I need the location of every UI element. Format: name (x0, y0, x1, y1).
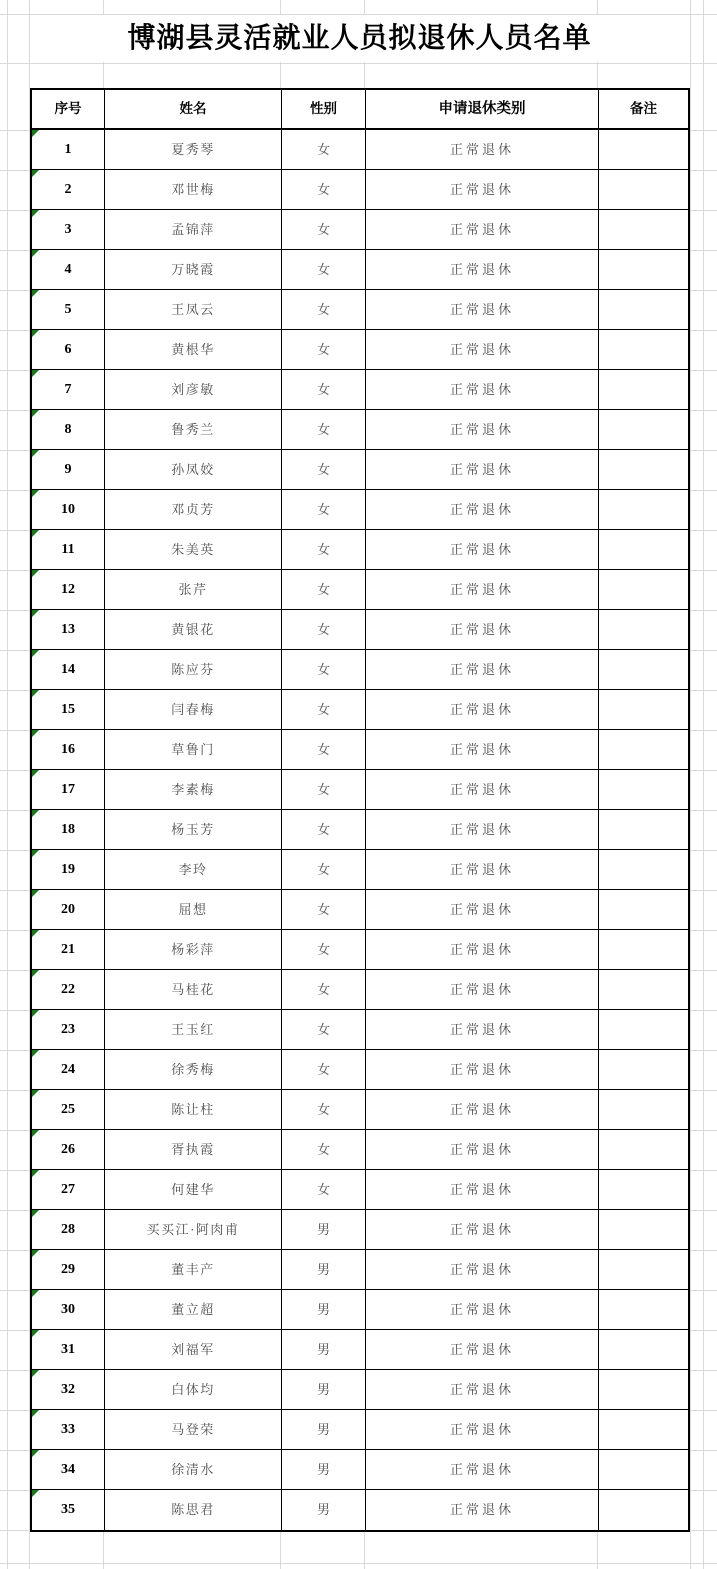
table-row (32, 330, 688, 370)
retirement-type-cell[interactable]: 正常退休 (366, 690, 599, 730)
name-cell[interactable]: 陈让柱 (105, 1090, 282, 1130)
gender-cell[interactable]: 女 (282, 930, 366, 970)
cell-error-flag-icon (32, 810, 39, 817)
name-cell[interactable]: 邓世梅 (105, 170, 282, 210)
gridline-row-marks-right (691, 130, 717, 1532)
serial-number: 33 (61, 1422, 75, 1437)
gender-cell[interactable]: 女 (282, 410, 366, 450)
table-row (32, 490, 688, 530)
note-cell[interactable] (599, 650, 688, 690)
retirement-type-cell[interactable]: 正常退休 (366, 450, 599, 490)
note-cell[interactable] (599, 1130, 688, 1170)
name-cell[interactable]: 李玲 (105, 850, 282, 890)
note-cell[interactable] (599, 1450, 688, 1490)
serial-number: 9 (64, 462, 72, 477)
name-cell[interactable]: 刘彦敏 (105, 370, 282, 410)
serial-number-cell[interactable] (32, 1370, 105, 1410)
table-row (32, 1410, 688, 1450)
name-cell[interactable]: 徐秀梅 (105, 1050, 282, 1090)
cell-error-flag-icon (32, 170, 39, 177)
serial-number: 28 (61, 1222, 75, 1237)
serial-number: 24 (61, 1062, 75, 1077)
table-row (32, 130, 688, 170)
serial-number: 22 (61, 982, 75, 997)
cell-error-flag-icon (32, 690, 39, 697)
note-cell[interactable] (599, 330, 688, 370)
serial-number-cell[interactable] (32, 370, 105, 410)
retirement-type-cell[interactable]: 正常退休 (366, 890, 599, 930)
name-cell[interactable]: 朱美英 (105, 530, 282, 570)
serial-number-cell[interactable] (32, 1450, 105, 1490)
gender-cell[interactable]: 女 (282, 970, 366, 1010)
serial-number-cell[interactable] (32, 970, 105, 1010)
serial-number-cell[interactable] (32, 1330, 105, 1370)
serial-number-cell[interactable] (32, 1090, 105, 1130)
retirement-type-cell[interactable]: 正常退休 (366, 530, 599, 570)
name-cell[interactable]: 陈应芬 (105, 650, 282, 690)
note-cell[interactable] (599, 850, 688, 890)
name-cell[interactable]: 孟锦萍 (105, 210, 282, 250)
serial-number: 16 (61, 742, 75, 757)
name-cell[interactable]: 刘福军 (105, 1330, 282, 1370)
serial-number-cell[interactable] (32, 1410, 105, 1450)
note-cell[interactable] (599, 1330, 688, 1370)
retirement-type-cell[interactable]: 正常退休 (366, 730, 599, 770)
serial-number-cell[interactable] (32, 1010, 105, 1050)
name-cell[interactable]: 马桂花 (105, 970, 282, 1010)
gender-cell[interactable]: 男 (282, 1290, 366, 1330)
name-cell[interactable]: 夏秀琴 (105, 130, 282, 170)
retirement-type-cell[interactable]: 正常退休 (366, 210, 599, 250)
table-row (32, 1450, 688, 1490)
table-row (32, 290, 688, 330)
serial-number: 4 (64, 262, 72, 277)
serial-number: 25 (61, 1102, 75, 1117)
cell-error-flag-icon (32, 410, 39, 417)
cell-error-flag-icon (32, 130, 39, 137)
gender-cell[interactable]: 女 (282, 210, 366, 250)
serial-number-cell[interactable] (32, 1290, 105, 1330)
retirement-type-cell[interactable]: 正常退休 (366, 130, 599, 170)
name-cell[interactable]: 闫春梅 (105, 690, 282, 730)
serial-number-cell[interactable] (32, 290, 105, 330)
serial-number-cell[interactable] (32, 410, 105, 450)
cell-error-flag-icon (32, 1410, 39, 1417)
serial-number: 2 (64, 182, 72, 197)
header-cell-type[interactable]: 申请退休类别 (366, 90, 599, 130)
serial-number: 11 (61, 542, 75, 557)
name-cell[interactable]: 王凤云 (105, 290, 282, 330)
serial-number-cell[interactable] (32, 1250, 105, 1290)
table-row (32, 890, 688, 930)
table-row (32, 1130, 688, 1170)
cell-error-flag-icon (32, 1130, 39, 1137)
note-cell[interactable] (599, 1170, 688, 1210)
note-cell[interactable] (599, 1090, 688, 1130)
name-cell[interactable]: 徐清水 (105, 1450, 282, 1490)
serial-number-cell[interactable] (32, 1490, 105, 1530)
cell-error-flag-icon (32, 570, 39, 577)
retirement-type-cell[interactable]: 正常退休 (366, 570, 599, 610)
table-row (32, 1050, 688, 1090)
gridline-row-marks-left (0, 130, 29, 1532)
gender-cell[interactable]: 女 (282, 1010, 366, 1050)
cell-error-flag-icon (32, 250, 39, 257)
note-cell[interactable] (599, 1250, 688, 1290)
retirement-type-cell[interactable]: 正常退休 (366, 1330, 599, 1370)
table-row (32, 1330, 688, 1370)
gridline-horizontal (0, 63, 717, 64)
gender-cell[interactable]: 女 (282, 1130, 366, 1170)
retirement-type-cell[interactable]: 正常退休 (366, 1170, 599, 1210)
serial-number-cell[interactable] (32, 530, 105, 570)
cell-error-flag-icon (32, 1210, 39, 1217)
serial-number: 7 (64, 382, 72, 397)
table-row (32, 810, 688, 850)
table-row (32, 690, 688, 730)
table-row (32, 170, 688, 210)
retirement-type-cell[interactable]: 正常退休 (366, 1370, 599, 1410)
retirement-type-cell[interactable]: 正常退休 (366, 290, 599, 330)
cell-error-flag-icon (32, 530, 39, 537)
name-cell[interactable]: 草鲁门 (105, 730, 282, 770)
note-cell[interactable] (599, 610, 688, 650)
table-body (32, 130, 688, 1530)
serial-number-cell[interactable] (32, 330, 105, 370)
header-cell-name[interactable]: 姓名 (105, 90, 282, 130)
cell-error-flag-icon (32, 370, 39, 377)
serial-number-cell[interactable] (32, 170, 105, 210)
serial-number-cell[interactable] (32, 450, 105, 490)
retirement-type-cell[interactable]: 正常退休 (366, 930, 599, 970)
retirement-type-cell[interactable]: 正常退休 (366, 610, 599, 650)
note-cell[interactable] (599, 810, 688, 850)
cell-error-flag-icon (32, 1290, 39, 1297)
gender-cell[interactable]: 女 (282, 650, 366, 690)
serial-number-cell[interactable] (32, 730, 105, 770)
gender-cell[interactable]: 男 (282, 1370, 366, 1410)
header-cell-no[interactable]: 序号 (32, 90, 105, 130)
serial-number-cell[interactable] (32, 690, 105, 730)
gender-cell[interactable]: 女 (282, 330, 366, 370)
note-cell[interactable] (599, 1010, 688, 1050)
gender-cell[interactable]: 男 (282, 1210, 366, 1250)
cell-error-flag-icon (32, 1330, 39, 1337)
serial-number-cell[interactable] (32, 210, 105, 250)
retirement-type-cell[interactable]: 正常退休 (366, 490, 599, 530)
cell-error-flag-icon (32, 1090, 39, 1097)
cell-error-flag-icon (32, 1370, 39, 1377)
serial-number-cell[interactable] (32, 890, 105, 930)
gender-cell[interactable]: 男 (282, 1410, 366, 1450)
gender-cell[interactable]: 女 (282, 1050, 366, 1090)
retirement-type-cell[interactable]: 正常退休 (366, 330, 599, 370)
table-row (32, 1210, 688, 1250)
serial-number: 32 (61, 1382, 75, 1397)
retirement-type-cell[interactable]: 正常退休 (366, 810, 599, 850)
name-cell[interactable]: 胥执霞 (105, 1130, 282, 1170)
serial-number: 1 (64, 142, 72, 157)
cell-error-flag-icon (32, 890, 39, 897)
table-row (32, 770, 688, 810)
cell-error-flag-icon (32, 290, 39, 297)
note-cell[interactable] (599, 250, 688, 290)
table-row (32, 1170, 688, 1210)
note-cell[interactable] (599, 1410, 688, 1450)
serial-number-cell[interactable] (32, 250, 105, 290)
serial-number: 27 (61, 1182, 75, 1197)
note-cell[interactable] (599, 730, 688, 770)
name-cell[interactable]: 李素梅 (105, 770, 282, 810)
gender-cell[interactable]: 男 (282, 1250, 366, 1290)
gender-cell[interactable]: 女 (282, 290, 366, 330)
cell-error-flag-icon (32, 610, 39, 617)
note-cell[interactable] (599, 1050, 688, 1090)
serial-number: 21 (61, 942, 75, 957)
note-cell[interactable] (599, 1490, 688, 1530)
serial-number-cell[interactable] (32, 1130, 105, 1170)
serial-number-cell[interactable] (32, 850, 105, 890)
name-cell[interactable]: 白体均 (105, 1370, 282, 1410)
gender-cell[interactable]: 女 (282, 810, 366, 850)
table-header-row (32, 90, 688, 130)
note-cell[interactable] (599, 1210, 688, 1250)
table-row (32, 610, 688, 650)
serial-number: 8 (64, 422, 72, 437)
serial-number-cell[interactable] (32, 930, 105, 970)
serial-number: 20 (61, 902, 75, 917)
gender-cell[interactable]: 女 (282, 570, 366, 610)
serial-number: 29 (61, 1262, 75, 1277)
name-cell[interactable]: 屈想 (105, 890, 282, 930)
serial-number-cell[interactable] (32, 570, 105, 610)
cell-error-flag-icon (32, 330, 39, 337)
retirement-type-cell[interactable]: 正常退休 (366, 1130, 599, 1170)
serial-number: 30 (61, 1302, 75, 1317)
note-cell[interactable] (599, 210, 688, 250)
name-cell[interactable]: 陈思君 (105, 1490, 282, 1530)
serial-number: 14 (61, 662, 75, 677)
retirement-type-cell[interactable]: 正常退休 (366, 410, 599, 450)
table-row (32, 250, 688, 290)
retirement-type-cell[interactable]: 正常退休 (366, 1090, 599, 1130)
gender-cell[interactable]: 女 (282, 890, 366, 930)
table-row (32, 730, 688, 770)
name-cell[interactable]: 黄银花 (105, 610, 282, 650)
retirement-type-cell[interactable]: 正常退休 (366, 170, 599, 210)
gender-cell[interactable]: 女 (282, 170, 366, 210)
retirement-type-cell[interactable]: 正常退休 (366, 1490, 599, 1530)
cell-error-flag-icon (32, 650, 39, 657)
cell-error-flag-icon (32, 930, 39, 937)
table-row (32, 370, 688, 410)
serial-number: 10 (61, 502, 75, 517)
gender-cell[interactable]: 女 (282, 130, 366, 170)
note-cell[interactable] (599, 530, 688, 570)
retirement-type-cell[interactable]: 正常退休 (366, 1450, 599, 1490)
retirement-type-cell[interactable]: 正常退休 (366, 1250, 599, 1290)
serial-number-cell[interactable] (32, 810, 105, 850)
gender-cell[interactable]: 女 (282, 690, 366, 730)
table-row (32, 1090, 688, 1130)
cell-error-flag-icon (32, 1010, 39, 1017)
cell-error-flag-icon (32, 450, 39, 457)
note-cell[interactable] (599, 130, 688, 170)
table-row (32, 530, 688, 570)
table-row (32, 1490, 688, 1530)
gender-cell[interactable]: 女 (282, 1170, 366, 1210)
gender-cell[interactable]: 女 (282, 610, 366, 650)
name-cell[interactable]: 黄根华 (105, 330, 282, 370)
gender-cell[interactable]: 女 (282, 850, 366, 890)
header-cell-gender[interactable]: 性别 (282, 90, 366, 130)
gridline-horizontal (0, 1563, 717, 1564)
gender-cell[interactable]: 男 (282, 1330, 366, 1370)
name-cell[interactable]: 杨玉芳 (105, 810, 282, 850)
note-cell[interactable] (599, 170, 688, 210)
serial-number: 15 (61, 702, 75, 717)
table-row (32, 930, 688, 970)
serial-number-cell[interactable] (32, 770, 105, 810)
note-cell[interactable] (599, 1370, 688, 1410)
retirement-type-cell[interactable]: 正常退休 (366, 770, 599, 810)
table-row (32, 570, 688, 610)
retirement-type-cell[interactable]: 正常退休 (366, 1010, 599, 1050)
retirement-type-cell[interactable]: 正常退休 (366, 1050, 599, 1090)
note-cell[interactable] (599, 370, 688, 410)
retirement-type-cell[interactable]: 正常退休 (366, 850, 599, 890)
note-cell[interactable] (599, 930, 688, 970)
retirement-type-cell[interactable]: 正常退休 (366, 1290, 599, 1330)
table-row (32, 450, 688, 490)
retirement-type-cell[interactable]: 正常退休 (366, 370, 599, 410)
retirement-type-cell[interactable]: 正常退休 (366, 970, 599, 1010)
retirement-type-cell[interactable]: 正常退休 (366, 650, 599, 690)
retirement-type-cell[interactable]: 正常退休 (366, 1210, 599, 1250)
gender-cell[interactable]: 男 (282, 1450, 366, 1490)
cell-error-flag-icon (32, 1050, 39, 1057)
gender-cell[interactable]: 女 (282, 370, 366, 410)
serial-number: 18 (61, 822, 75, 837)
cell-error-flag-icon (32, 1250, 39, 1257)
serial-number-cell[interactable] (32, 610, 105, 650)
name-cell[interactable]: 董立超 (105, 1290, 282, 1330)
cell-error-flag-icon (32, 1170, 39, 1177)
serial-number: 3 (64, 222, 72, 237)
serial-number: 31 (61, 1342, 75, 1357)
gender-cell[interactable]: 女 (282, 530, 366, 570)
name-cell[interactable]: 王玉红 (105, 1010, 282, 1050)
page-title: 博湖县灵活就业人员拟退休人员名单 (30, 15, 689, 62)
serial-number: 5 (64, 302, 72, 317)
gender-cell[interactable]: 男 (282, 1490, 366, 1530)
serial-number: 34 (61, 1462, 75, 1477)
serial-number: 13 (61, 622, 75, 637)
name-cell[interactable]: 孙凤姣 (105, 450, 282, 490)
note-cell[interactable] (599, 890, 688, 930)
retirement-type-cell[interactable]: 正常退休 (366, 1410, 599, 1450)
serial-number-cell[interactable] (32, 130, 105, 170)
name-cell[interactable]: 买买江·阿肉甫 (105, 1210, 282, 1250)
serial-number: 26 (61, 1142, 75, 1157)
note-cell[interactable] (599, 410, 688, 450)
name-cell[interactable]: 鲁秀兰 (105, 410, 282, 450)
name-cell[interactable]: 何建华 (105, 1170, 282, 1210)
retirement-list-table (30, 88, 690, 1532)
name-cell[interactable]: 杨彩萍 (105, 930, 282, 970)
table-row (32, 650, 688, 690)
note-cell[interactable] (599, 290, 688, 330)
retirement-type-cell[interactable]: 正常退休 (366, 250, 599, 290)
note-cell[interactable] (599, 450, 688, 490)
note-cell[interactable] (599, 690, 688, 730)
serial-number: 12 (61, 582, 75, 597)
note-cell[interactable] (599, 570, 688, 610)
serial-number: 23 (61, 1022, 75, 1037)
table-row (32, 1250, 688, 1290)
note-cell[interactable] (599, 770, 688, 810)
serial-number-cell[interactable] (32, 1170, 105, 1210)
name-cell[interactable]: 马登荣 (105, 1410, 282, 1450)
cell-error-flag-icon (32, 970, 39, 977)
cell-error-flag-icon (32, 1450, 39, 1457)
table-row (32, 1290, 688, 1330)
cell-error-flag-icon (32, 850, 39, 857)
table-row (32, 850, 688, 890)
serial-number: 17 (61, 782, 75, 797)
serial-number: 19 (61, 862, 75, 877)
name-cell[interactable]: 张芹 (105, 570, 282, 610)
gender-cell[interactable]: 女 (282, 450, 366, 490)
cell-error-flag-icon (32, 490, 39, 497)
cell-error-flag-icon (32, 730, 39, 737)
cell-error-flag-icon (32, 1490, 39, 1497)
table-row (32, 210, 688, 250)
cell-error-flag-icon (32, 210, 39, 217)
cell-error-flag-icon (32, 770, 39, 777)
serial-number-cell[interactable] (32, 490, 105, 530)
serial-number-cell[interactable] (32, 1210, 105, 1250)
note-cell[interactable] (599, 970, 688, 1010)
note-cell[interactable] (599, 490, 688, 530)
gender-cell[interactable]: 女 (282, 770, 366, 810)
serial-number: 35 (61, 1502, 75, 1517)
name-cell[interactable]: 万晓霞 (105, 250, 282, 290)
gender-cell[interactable]: 女 (282, 490, 366, 530)
serial-number-cell[interactable] (32, 650, 105, 690)
table-row (32, 970, 688, 1010)
name-cell[interactable]: 董丰产 (105, 1250, 282, 1290)
gender-cell[interactable]: 女 (282, 250, 366, 290)
note-cell[interactable] (599, 1290, 688, 1330)
gender-cell[interactable]: 女 (282, 730, 366, 770)
name-cell[interactable]: 邓贞芳 (105, 490, 282, 530)
serial-number: 6 (64, 342, 72, 357)
table-row (32, 410, 688, 450)
header-cell-note[interactable]: 备注 (599, 90, 688, 130)
table-row (32, 1370, 688, 1410)
gender-cell[interactable]: 女 (282, 1090, 366, 1130)
table-row (32, 1010, 688, 1050)
serial-number-cell[interactable] (32, 1050, 105, 1090)
